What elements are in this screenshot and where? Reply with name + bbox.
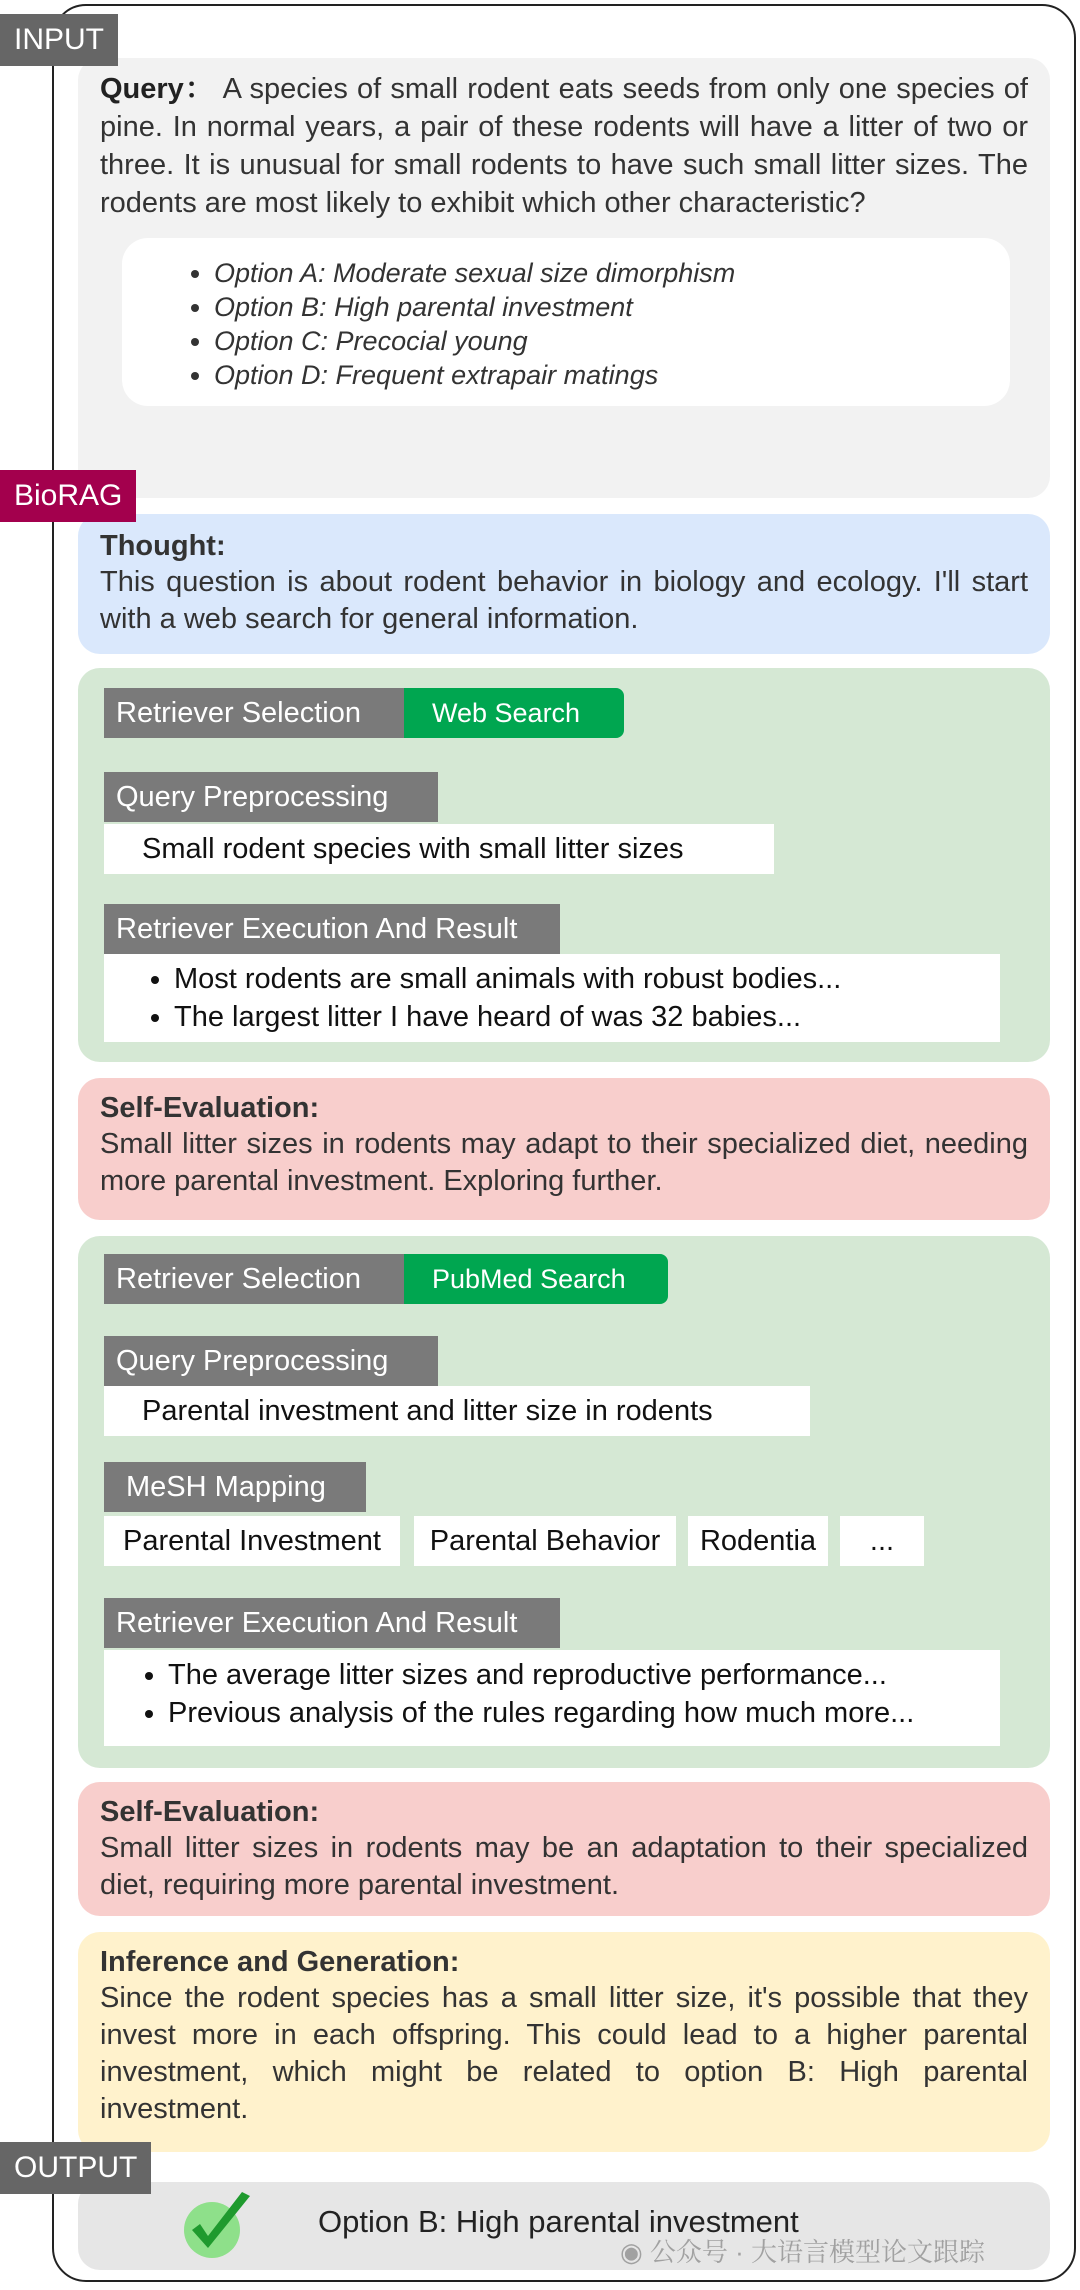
query-preprocessing-label: Query Preprocessing <box>104 772 438 822</box>
mesh-term: Rodentia <box>688 1516 828 1566</box>
final-answer: Option B: High parental investment <box>318 2204 799 2239</box>
biorag-tag: BioRAG <box>0 470 136 522</box>
self-evaluation-label: Self-Evaluation: <box>100 1092 320 1124</box>
wechat-icon: ◉ <box>620 2237 643 2267</box>
retriever-selection-label: Retriever Selection <box>104 688 404 738</box>
self-evaluation-2 <box>78 1782 1050 1916</box>
query-label: Query： <box>100 73 216 105</box>
retriever-selection-label: Retriever Selection <box>104 1254 404 1304</box>
mesh-term: Parental Behavior <box>414 1516 676 1566</box>
query-text: A species of small rodent eats seeds from only one species of pine. In normal years, a pair of these rodents will have a litter of two or three. It is unusual for small rodents to have such small litter sizes. The rodents are most likely to exhibit which other characteristic? <box>100 73 1028 219</box>
thought-panel <box>78 514 1050 654</box>
result-item: • The average litter sizes and reproductive performance... <box>168 1656 1000 1694</box>
mesh-term: Parental Investment <box>104 1516 400 1566</box>
retrieval-results <box>104 1650 1000 1746</box>
processed-query: Small rodent species with small litter sizes <box>104 824 774 874</box>
processed-query: Parental investment and litter size in rodents <box>104 1386 810 1436</box>
query-preprocessing-label: Query Preprocessing <box>104 1336 438 1386</box>
option-b: • Option B: High parental investment <box>214 290 1010 324</box>
options-list <box>122 238 1010 406</box>
inference-panel <box>78 1932 1050 2152</box>
mesh-term-more: ... <box>840 1516 924 1566</box>
self-evaluation-1 <box>78 1078 1050 1220</box>
self-evaluation-label: Self-Evaluation: <box>100 1796 320 1828</box>
thought-text: This question is about rodent behavior in biology and ecology. I'll start with a web search for general information. <box>100 566 1028 635</box>
option-d: • Option D: Frequent extrapair matings <box>214 358 1010 392</box>
input-tag: INPUT <box>0 14 118 66</box>
pubmed-search-badge: PubMed Search <box>404 1254 668 1304</box>
retrieval-results <box>104 954 1000 1042</box>
inference-label: Inference and Generation: <box>100 1946 460 1978</box>
watermark <box>620 2232 985 2269</box>
result-item: • Previous analysis of the rules regarding how much more... <box>168 1694 1000 1732</box>
result-item: • The largest litter I have heard of was 32 babies... <box>174 998 1000 1036</box>
self-evaluation-text: Small litter sizes in rodents may adapt to their specialized diet, needing more parental investment. Exploring further. <box>100 1128 1028 1197</box>
inference-text: Since the rodent species has a small litter size, it's possible that they invest more in each offspring. This could lead to a higher parental investment, which might be related to option B: High parental investment. <box>100 1982 1028 2125</box>
option-a: • Option A: Moderate sexual size dimorphism <box>214 256 1010 290</box>
watermark-text: 公众号 · 大语言模型论文跟踪 <box>649 2237 986 2267</box>
query-block <box>100 70 1028 222</box>
output-tag: OUTPUT <box>0 2142 151 2194</box>
web-search-badge: Web Search <box>404 688 624 738</box>
retriever-execution-label: Retriever Execution And Result <box>104 1598 560 1648</box>
mesh-mapping-label: MeSH Mapping <box>104 1462 366 1512</box>
retrieval-step-2 <box>78 1236 1050 1768</box>
option-c: • Option C: Precocial young <box>214 324 1010 358</box>
retriever-execution-label: Retriever Execution And Result <box>104 904 560 954</box>
query-panel <box>78 58 1050 498</box>
check-circle-icon <box>178 2188 258 2262</box>
result-item: • Most rodents are small animals with robust bodies... <box>174 960 1000 998</box>
retrieval-step-1 <box>78 668 1050 1062</box>
thought-label: Thought: <box>100 530 226 562</box>
self-evaluation-text: Small litter sizes in rodents may be an adaptation to their specialized diet, requiring more parental investment. <box>100 1832 1028 1901</box>
